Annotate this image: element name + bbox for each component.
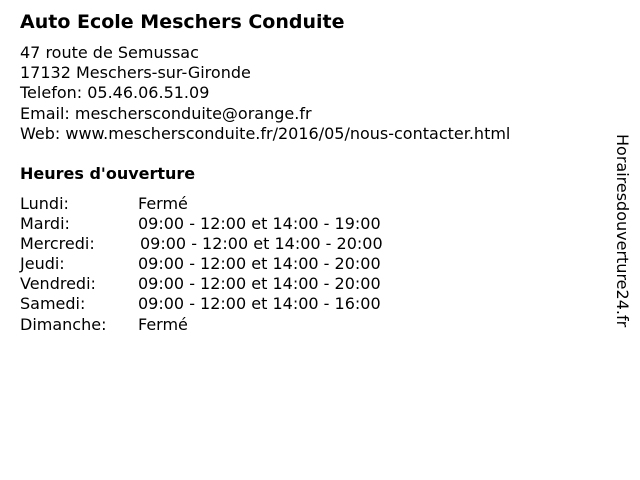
- contact-info: [20, 43, 510, 144]
- street-address: 47 route de Semussac: [20, 43, 199, 62]
- city-address: 17132 Meschers-sur-Gironde: [20, 63, 251, 83]
- business-name: Auto Ecole Meschers Conduite: [20, 11, 345, 33]
- website-url: Web: www.meschersconduite.fr/2016/05/nous-contacter.html: [20, 123, 511, 143]
- email-address: Email: meschersconduite@orange.fr: [20, 103, 312, 123]
- day-label: Mardi:: [20, 214, 70, 234]
- day-label: Jeudi:: [20, 254, 65, 274]
- day-label: Vendredi:: [20, 274, 96, 294]
- day-label: Lundi:: [20, 194, 69, 213]
- opening-hours-heading: Heures d'ouverture: [20, 164, 196, 183]
- day-hours: Fermé: [138, 194, 188, 213]
- day-hours: 09:00 - 12:00 et 14:00 - 20:00: [138, 254, 381, 274]
- day-label: Dimanche:: [20, 314, 107, 334]
- day-label: Mercredi:: [20, 234, 95, 254]
- day-hours: 09:00 - 12:00 et 14:00 - 16:00: [138, 294, 381, 314]
- day-hours: 09:00 - 12:00 et 14:00 - 20:00: [140, 234, 383, 254]
- site-watermark: Horairesdouverture24.fr: [613, 134, 632, 328]
- day-label: Samedi:: [20, 294, 86, 314]
- phone-number: Telefon: 05.46.06.51.09: [20, 83, 210, 103]
- day-hours: 09:00 - 12:00 et 14:00 - 20:00: [138, 274, 381, 294]
- day-hours: 09:00 - 12:00 et 14:00 - 19:00: [138, 214, 381, 234]
- day-hours: Fermé: [138, 314, 188, 334]
